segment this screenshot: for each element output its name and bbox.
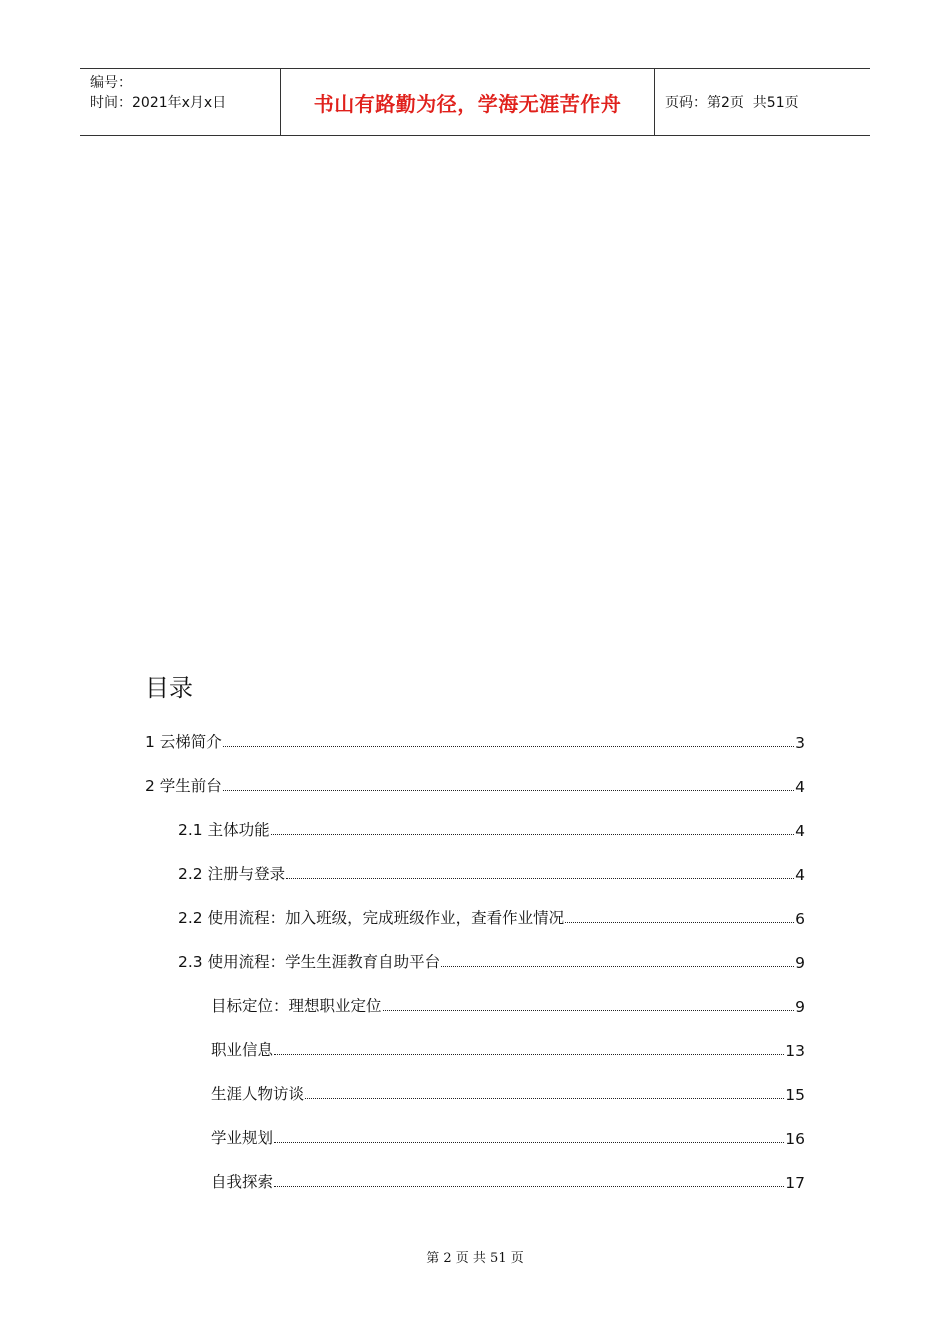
toc-item-page: 16: [785, 1130, 805, 1148]
toc-item-page: 4: [795, 866, 805, 884]
toc-item-page: 4: [795, 778, 805, 796]
toc-leader-dots: [274, 1186, 784, 1187]
toc-item-label: 学业规划: [211, 1129, 274, 1147]
document-number: 编号：: [90, 75, 132, 91]
document-time: 时间：2021年x月x日: [90, 95, 227, 111]
toc-item[interactable]: [145, 774, 805, 796]
page-header: [80, 68, 870, 136]
toc-leader-dots: [305, 1098, 784, 1099]
toc-item-label: 生涯人物访谈: [211, 1085, 305, 1103]
toc-leader-dots: [565, 922, 794, 923]
toc-item-label: 2.3 使用流程：学生生涯教育自助平台: [178, 953, 441, 971]
toc-leader-dots: [286, 878, 794, 879]
toc-item[interactable]: [211, 1038, 805, 1060]
toc-item[interactable]: [211, 1082, 805, 1104]
toc-item-page: 17: [785, 1174, 805, 1192]
toc-leader-dots: [223, 790, 794, 791]
toc-item-label: 目标定位：理想职业定位: [211, 997, 382, 1015]
toc-item-page: 9: [795, 954, 805, 972]
header-meta: [80, 69, 281, 135]
toc-title: 目录: [145, 674, 193, 702]
toc-item[interactable]: [178, 950, 805, 972]
toc-item-label: 1 云梯简介: [145, 733, 222, 751]
toc-leader-dots: [274, 1142, 784, 1143]
toc-item[interactable]: [145, 730, 805, 752]
toc-item[interactable]: [178, 862, 805, 884]
toc-item-page: 15: [785, 1086, 805, 1104]
toc-leader-dots: [274, 1054, 784, 1055]
toc-item-page: 13: [785, 1042, 805, 1060]
toc-item-page: 4: [795, 822, 805, 840]
header-motto-cell: [281, 69, 655, 135]
toc-item-page: 9: [795, 998, 805, 1016]
toc-item-label: 2.2 使用流程：加入班级，完成班级作业，查看作业情况: [178, 909, 565, 927]
toc-item-page: 3: [795, 734, 805, 752]
toc-item[interactable]: [178, 818, 805, 840]
page-footer: 第 2 页 共 51 页: [426, 1251, 524, 1266]
toc-item-label: 2.2 注册与登录: [178, 865, 286, 883]
toc-item-label: 自我探索: [211, 1173, 274, 1191]
toc-leader-dots: [383, 1010, 795, 1011]
toc-item[interactable]: [178, 906, 805, 928]
toc-item-label: 2 学生前台: [145, 777, 222, 795]
toc-leader-dots: [441, 966, 794, 967]
toc-item-label: 2.1 主体功能: [178, 821, 270, 839]
toc-item-label: 职业信息: [211, 1041, 274, 1059]
header-page-info: 页码：第2页 共51页: [665, 95, 799, 111]
header-motto: 书山有路勤为径，学海无涯苦作舟: [313, 91, 622, 116]
toc-item[interactable]: [211, 1126, 805, 1148]
toc-item[interactable]: [211, 994, 805, 1016]
toc-leader-dots: [271, 834, 795, 835]
toc-item[interactable]: [211, 1170, 805, 1192]
toc-leader-dots: [223, 746, 794, 747]
toc-item-page: 6: [795, 910, 805, 928]
